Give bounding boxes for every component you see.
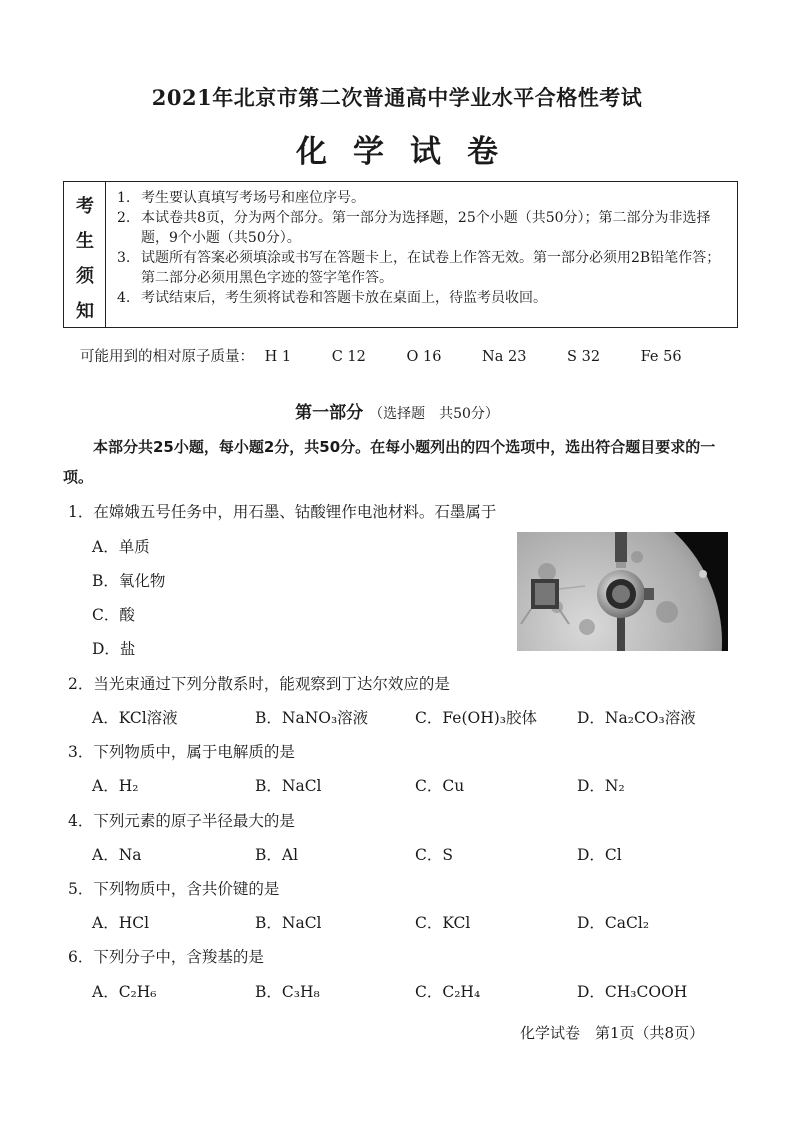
atomic-mass-item: H 1 [264, 349, 292, 365]
answer-option: B．NaCl [255, 777, 322, 795]
notice-label-char: 考 [76, 196, 94, 217]
question-stem: 2．当光束通过下列分散系时，能观察到丁达尔效应的是 [68, 675, 450, 693]
answer-option: C．Cu [415, 777, 465, 795]
notice-item-number: 3. [117, 250, 131, 266]
section-title: 第一部分 [295, 403, 364, 423]
answer-option: A．HCl [92, 914, 150, 932]
subject-title: 化学试卷 [296, 134, 524, 170]
candidate-notice-box [63, 181, 738, 328]
notice-list [117, 188, 734, 308]
atomic-mass-item: Na 23 [482, 349, 527, 365]
question-stem: 6．下列分子中，含羧基的是 [68, 948, 264, 966]
answer-option: D．Cl [577, 846, 622, 864]
spacecraft-photo [517, 532, 728, 651]
notice-item-number: 4. [117, 290, 131, 306]
answer-option: B．NaNO₃溶液 [255, 709, 369, 727]
exam-title: 2021年北京市第二次普通高中学业水平合格性考试 [151, 85, 643, 110]
notice-label-char: 须 [76, 266, 94, 287]
question-stem: 3．下列物质中，属于电解质的是 [68, 743, 295, 761]
answer-option: C．Fe(OH)₃胶体 [415, 709, 537, 727]
section-heading [0, 398, 794, 423]
answer-option: B．Al [255, 846, 299, 864]
notice-item [117, 288, 734, 308]
answer-option: C．C₂H₄ [415, 983, 481, 1001]
atomic-mass-item: Fe 56 [640, 349, 682, 365]
notice-label-char: 生 [76, 231, 94, 252]
atomic-mass-item: S 32 [567, 349, 601, 365]
atomic-mass-item: C 12 [331, 349, 366, 365]
question-stem: 1．在嫦娥五号任务中，用石墨、钴酸锂作电池材料。石墨属于 [68, 503, 497, 521]
answer-option: A．Na [92, 846, 142, 864]
answer-option: D．盐 [92, 640, 136, 658]
question-stem: 4．下列元素的原子半径最大的是 [68, 812, 295, 830]
answer-option: B．NaCl [255, 914, 322, 932]
section-note: （选择题 共50分） [369, 406, 499, 422]
answer-option: D．CaCl₂ [577, 914, 650, 932]
atomic-masses-line [80, 345, 682, 366]
notice-label-char: 知 [76, 301, 94, 322]
notice-item-text: 本试卷共8页，分为两个部分。第一部分为选择题，25个小题（共50分）；第二部分为非选择题，9个小题（共50分）。 [141, 210, 711, 246]
notice-item-number: 2. [117, 210, 131, 226]
answer-option: A．KCl溶液 [92, 709, 178, 727]
atomic-mass-item: O 16 [406, 349, 442, 365]
atomic-masses-label: 可能用到的相对原子质量： [80, 349, 254, 365]
notice-item-text: 试题所有答案必须填涂或书写在答题卡上，在试卷上作答无效。第一部分必须用2B铅笔作答；第二部分必须用黑色字迹的签字笔作答。 [141, 250, 721, 286]
answer-option: D．N₂ [577, 777, 625, 795]
answer-option: C．S [415, 846, 453, 864]
page-footer: 化学试卷 第1页（共8页） [520, 1024, 705, 1042]
notice-item [117, 188, 734, 208]
answer-option: B．氧化物 [92, 572, 166, 590]
answer-option: D．CH₃COOH [577, 983, 688, 1001]
answer-option: A．H₂ [92, 777, 139, 795]
question-stem: 5．下列物质中，含共价键的是 [68, 880, 280, 898]
notice-item-text: 考试结束后，考生须将试卷和答题卡放在桌面上，待监考员收回。 [141, 290, 547, 306]
answer-option: C．KCl [415, 914, 471, 932]
notice-item [117, 208, 734, 248]
section-instructions: 本部分共25小题，每小题2分，共50分。在每小题列出的四个选项中，选出符合题目要求的一项。 [63, 438, 716, 486]
answer-option: D．Na₂CO₃溶液 [577, 709, 696, 727]
notice-item-text: 考生要认真填写考场号和座位序号。 [141, 190, 365, 206]
answer-option: B．C₃H₈ [255, 983, 320, 1001]
answer-option: A．单质 [92, 538, 150, 556]
notice-label [64, 182, 106, 327]
notice-item-number: 1. [117, 190, 131, 206]
spacecraft-moon-image [517, 532, 728, 651]
notice-item [117, 248, 734, 288]
answer-option: C．酸 [92, 606, 135, 624]
answer-option: A．C₂H₆ [92, 983, 157, 1001]
